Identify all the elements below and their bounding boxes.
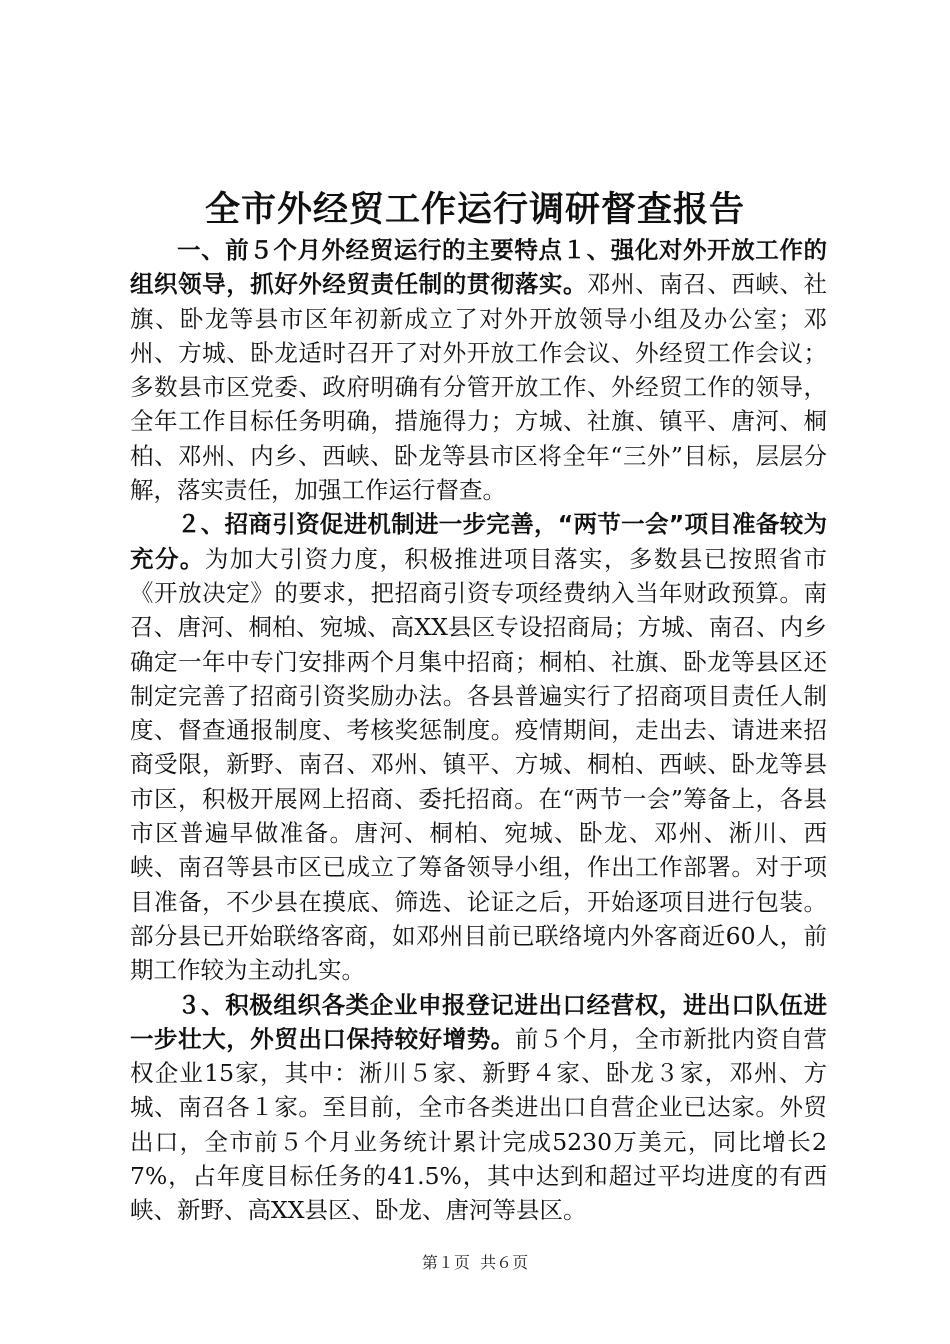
paragraph-3-text: 前５个月，全市新批内资自营权企业15家，其中：淅川５家、新野４家、卧龙３家，邓州、方城、南召各１家。至目前，全市各类进出口自营企业已达家。外贸出口，全市前５个月业务统计累计完成5230万美元，同比增长27%，占年度目标任务的41.5%，其中达到和超过平均进度的有西峡、新野、高XX县区、卧龙、唐河等县区。 [130, 1024, 828, 1225]
paragraph-1-lead: 一、前５个月外经贸运行的主要特点１、强化对外开放工作的组织领导，抓好外经贸责任制的贯彻落实。 [130, 236, 827, 299]
paragraph-2-lead: ２、招商引资促进机制进一步完善，“两节一会”项目准备较为充分。 [130, 510, 827, 573]
paragraph-2 [130, 507, 827, 987]
page-number: 第１页 [421, 1253, 470, 1272]
paragraph-1-text: 邓州、南召、西峡、社旗、卧龙等县市区年初新成立了对外开放领导小组及办公室；邓州、方城、卧龙适时召开了对外开放工作会议、外经贸工作会议；多数县市区党委、政府明确有分管开放工作、外经贸工作的领导，全年工作目标任务明确，措施得力；方城、社旗、镇平、唐河、桐柏、邓州、内乡、西峡、卧龙等县市区将全年“三外”目标，层层分解，落实责任，加强工作运行督查。 [130, 270, 828, 505]
paragraph-1 [130, 233, 827, 507]
document-body [130, 233, 827, 1228]
paragraph-3 [130, 988, 827, 1228]
page-total: 共６页 [480, 1253, 529, 1272]
page-footer [0, 1253, 950, 1273]
paragraph-3-lead: ３、积极组织各类企业申报登记进出口经营权，进出口队伍进一步壮大，外贸出口保持较好增势。 [130, 990, 827, 1053]
paragraph-2-text: 为加大引资力度，积极推进项目落实，多数县已按照省市《开放决定》的要求，把招商引资专项经费纳入当年财政预算。南召、唐河、桐柏、宛城、高XX县区专设招商局；方城、南召、内乡确定一年中专门安排两个月集中招商；桐柏、社旗、卧龙等县区还制定完善了招商引资奖励办法。各县普遍实行了招商项目责任人制度、督查通报制度、考核奖惩制度。疫情期间，走出去、请进来招商受限，新野、南召、邓州、镇平、方城、桐柏、西峡、卧龙等县市区，积极开展网上招商、委托招商。在“两节一会”筹备上，各县市区普遍早做准备。唐河、桐柏、宛城、卧龙、邓州、淅川、西峡、南召等县市区已成立了筹备领导小组，作出工作部署。对于项目准备，不少县在摸底、筛选、论证之后，开始逐项目进行包装。部分县已开始联络客商，如邓州目前已联络境内外客商近60人，前期工作较为主动扎实。 [130, 544, 828, 985]
document-title: 全市外经贸工作运行调研督查报告 [204, 190, 745, 230]
